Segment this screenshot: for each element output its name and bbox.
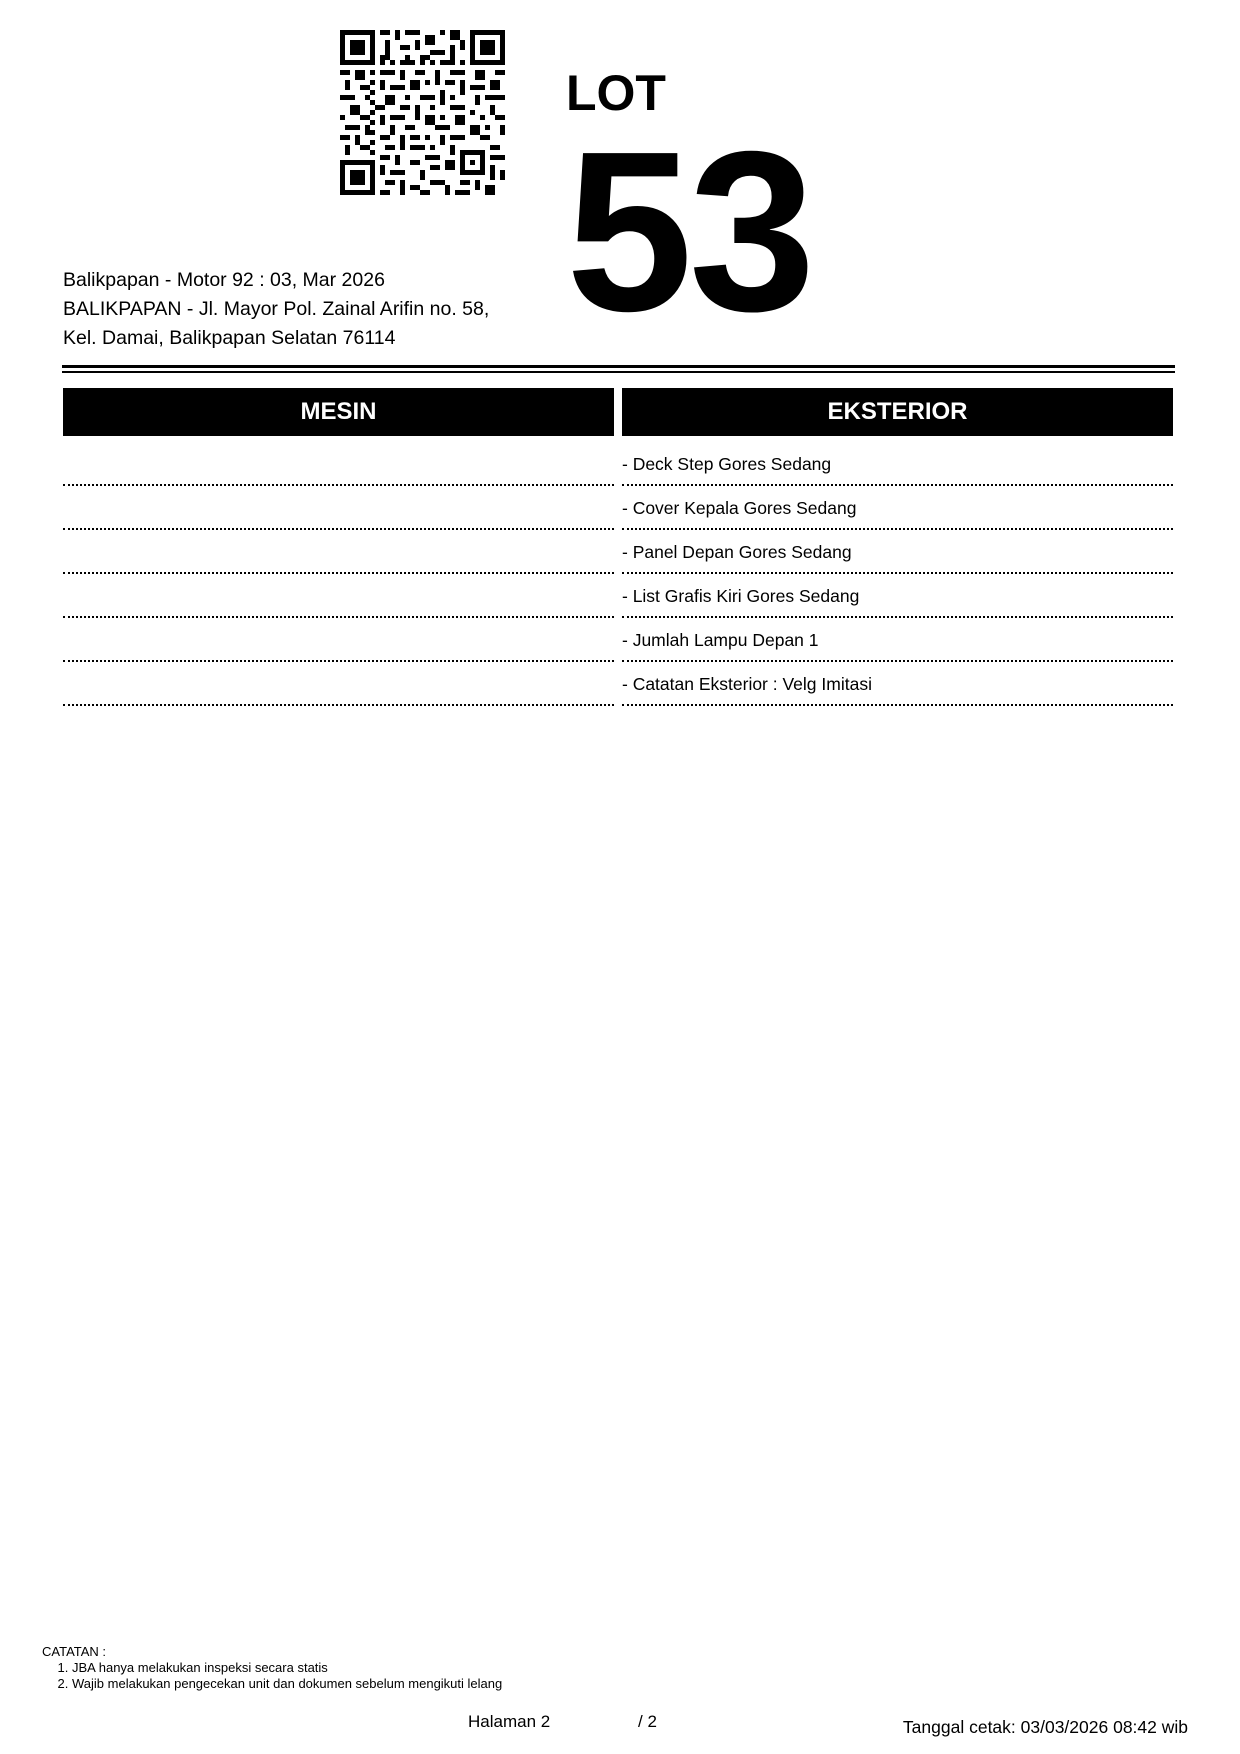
page-number: Halaman 2 [468, 1712, 551, 1731]
eksterior-row: - Jumlah Lampu Depan 1 [622, 618, 1173, 662]
eksterior-row: - Deck Step Gores Sedang [622, 442, 1173, 486]
mesin-header: MESIN [63, 388, 614, 436]
mesin-row [63, 618, 614, 662]
eksterior-row: - Catatan Eksterior : Velg Imitasi [622, 662, 1173, 706]
eksterior-row: - List Grafis Kiri Gores Sedang [622, 574, 1173, 618]
header-divider-thin [62, 371, 1175, 373]
mesin-row [63, 662, 614, 706]
print-date: Tanggal cetak: 03/03/2026 08:42 wib [902, 1717, 1188, 1737]
mesin-row [63, 486, 614, 530]
lot-number: 53 [566, 105, 812, 359]
lot-label: LOT [566, 65, 666, 121]
notes-section [42, 1644, 502, 1692]
eksterior-row: - Cover Kepala Gores Sedang [622, 486, 1173, 530]
mesin-row [63, 574, 614, 618]
eksterior-column [622, 388, 1173, 706]
mesin-row [63, 442, 614, 486]
auction-info-line-3: Kel. Damai, Balikpapan Selatan 76114 [63, 327, 396, 349]
note-item: 1. JBA hanya melakukan inspeksi secara statis [72, 1660, 502, 1676]
qr-code [340, 30, 505, 195]
auction-info-line-2: BALIKPAPAN - Jl. Mayor Pol. Zainal Arifin no. 58, [63, 298, 490, 320]
note-item: 2. Wajib melakukan pengecekan unit dan dokumen sebelum mengikuti lelang [72, 1676, 502, 1692]
page-total: / 2 [638, 1712, 657, 1731]
header-divider [62, 365, 1175, 368]
mesin-column [63, 388, 614, 706]
notes-title: CATATAN : [42, 1644, 107, 1659]
eksterior-row: - Panel Depan Gores Sedang [622, 530, 1173, 574]
notes-list [42, 1660, 502, 1692]
auction-info [63, 266, 489, 353]
mesin-row [63, 530, 614, 574]
auction-info-line-1: Balikpapan - Motor 92 : 03, Mar 2026 [63, 269, 385, 291]
eksterior-header: EKSTERIOR [622, 388, 1173, 436]
